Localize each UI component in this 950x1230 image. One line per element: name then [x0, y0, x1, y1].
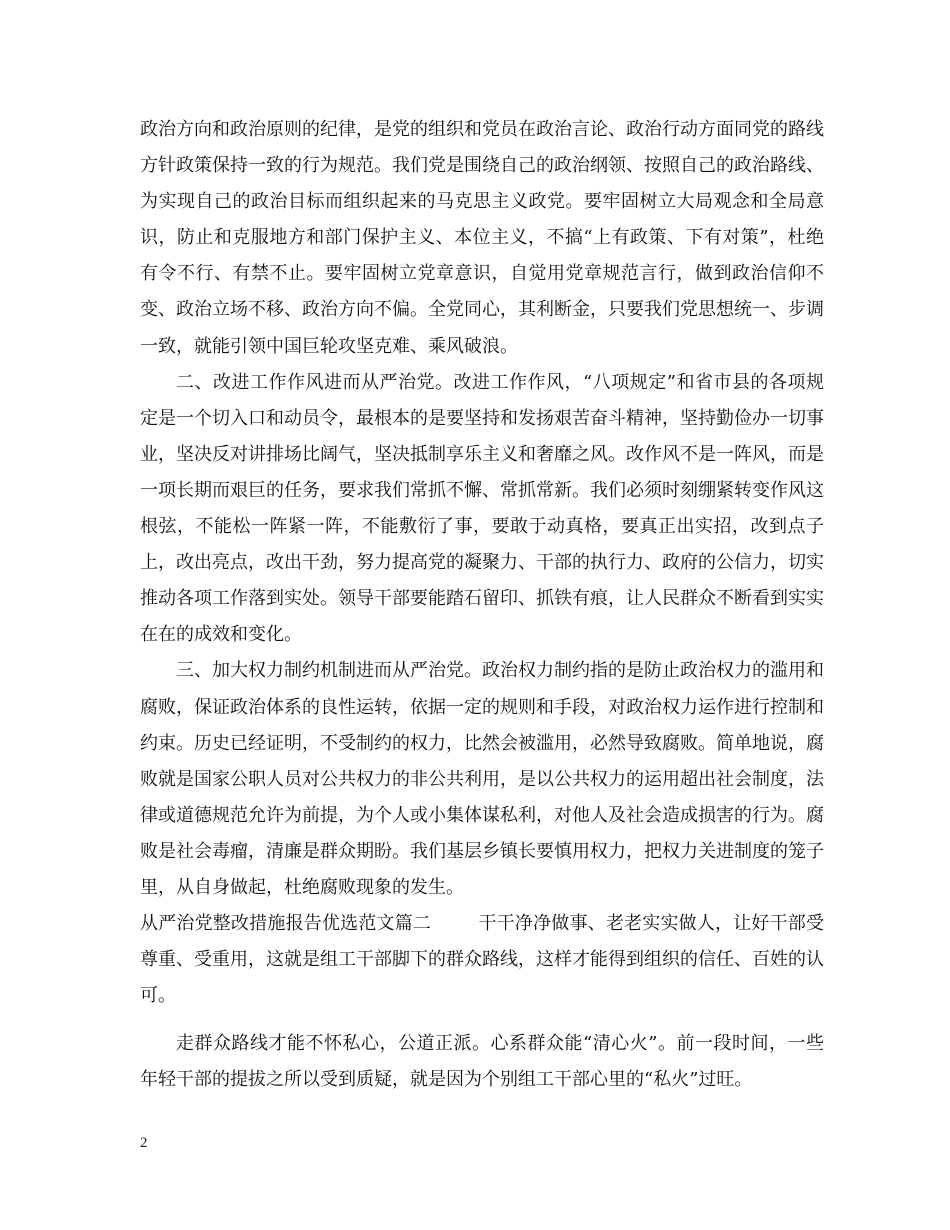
document-body: [140, 112, 824, 1099]
section-heading: 从严治党整改措施报告优选范文篇二: [140, 913, 432, 935]
paragraph-2: 二、改进工作作风进而从严治党。改进工作作风，“八项规定”和省市县的各项规定是一个切入口和动员令，最根本的是要坚持和发扬艰苦奋斗精神，坚持勤俭办一切事业，坚决反对讲排场比阔气，坚决抵制享乐主义和奢靡之风。改作风不是一阵风，而是一项长期而艰巨的任务，要求我们常抓不懈、常抓常新。我们必须时刻绷紧转变作风这根弦，不能松一阵紧一阵，不能敷衍了事，要敢于动真格，要真正出实招，改到点子上，改出亮点，改出干劲，努力提高党的凝聚力、干部的执行力、政府的公信力，切实推动各项工作落到实处。领导干部要能踏石留印、抓铁有痕，让人民群众不断看到实实在在的成效和变化。: [140, 371, 824, 646]
paragraph-1: 政治方向和政治原则的纪律，是党的组织和党员在政治言论、政治行动方面同党的路线方针政策保持一致的行为规范。我们党是围绕自己的政治纲领、按照自己的政治路线、为实现自己的政治目标而组织起来的马克思主义政党。要牢固树立大局观念和全局意识，防止和克服地方和部门保护主义、本位主义，不搞“上有政策、下有对策”，杜绝有令不行、有禁不止。要牢固树立党章意识，自觉用党章规范言行，做到政治信仰不变、政治立场不移、政治方向不偏。全党同心，其利断金，只要我们党思想统一、步调一致，就能引领中国巨轮攻坚克难、乘风破浪。: [140, 119, 824, 357]
paragraph-4-text: 干干净净做事、老老实实做人，让好干部受尊重、受重用，这就是组工干部脚下的群众路线，这样才能得到组织的信任、百姓的认可。: [140, 913, 825, 1007]
paragraph-4: [140, 906, 824, 1014]
paragraph-3: 三、加大权力制约机制进而从严治党。政治权力制约指的是防止政治权力的滥用和腐败，保证政治体系的良性运转，依据一定的规则和手段，对政治权力运作进行控制和约束。历史已经证明，不受制约的权力，比然会被滥用，必然导致腐败。简单地说，腐败就是国家公职人员对公共权力的非公共利用，是以公共权力的运用超出社会制度，法律或道德规范允许为前提，为个人或小集体谋私利，对他人及社会造成损害的行为。腐败是社会毒瘤，清廉是群众期盼。我们基层乡镇长要慎用权力，把权力关进制度的笼子里，从自身做起，杜绝腐败现象的发生。: [140, 660, 824, 898]
paragraph-5: 走群众路线才能不怀私心，公道正派。心系群众能“清心火”。前一段时间，一些年轻干部的提拔之所以受到质疑，就是因为个别组工干部心里的“私火”过旺。: [140, 1033, 824, 1091]
page-number: 2: [140, 1135, 148, 1151]
